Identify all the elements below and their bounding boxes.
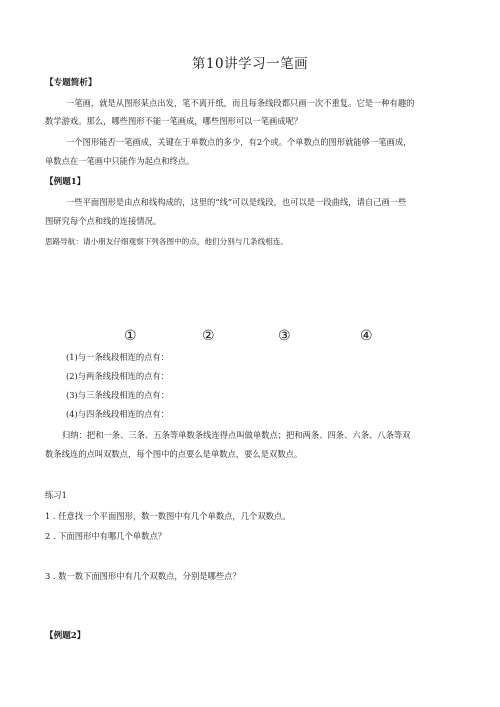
practice-1-item-2: 2 . 下面图形中有哪几个单数点？ xyxy=(45,531,167,541)
figure-label-1: ① xyxy=(124,328,137,344)
page-title: 第10讲学习一笔画 xyxy=(191,56,309,72)
analysis-paragraph-1-line-1: 一笔画，就是从图形某点出发，笔不离开纸，而且每条线段都只画一次不重复。它是一种有趣的 xyxy=(66,98,415,108)
question-2: (2)与两条线段相连的点有： xyxy=(66,371,170,381)
example-1-line-2: 图研究每个点和线的连接情况。 xyxy=(45,216,162,226)
analysis-paragraph-2-line-1: 一个图形能否一笔画成，关键在于单数点的多少，有2个或。个单数点的图形就能够一笔画成， xyxy=(66,137,412,147)
summary-line-2: 数条线连的点叫双数点，每个图中的点要么是单数点，要么是双数点。 xyxy=(45,449,303,459)
example-1-line-1: 一些平面图形是由点和线构成的，这里的“线”可以是线段，也可以是一段曲线，请自己画一些 xyxy=(66,197,407,207)
question-3: (3)与三条线段相连的点有： xyxy=(66,390,170,400)
example-1-heading: 【例题1】 xyxy=(45,177,86,187)
practice-1-item-1: 1 . 任意找一个平面图形，数一数图中有几个单数点，几个双数点。 xyxy=(45,511,291,521)
figure-label-2: ② xyxy=(202,328,215,344)
practice-1-item-3: 3 . 数一数下面图形中有几个双数点，分别是哪些点？ xyxy=(45,571,241,581)
example-2-heading: 【例题2】 xyxy=(45,631,86,641)
figure-labels xyxy=(0,328,500,346)
analysis-paragraph-2-line-2: 单数点在一笔画中只能作为起点和终点。 xyxy=(45,156,195,166)
figure-label-4: ④ xyxy=(360,328,373,344)
question-1: (1)与一条线段相连的点有： xyxy=(66,352,170,362)
question-4: (4)与四条线段相连的点有： xyxy=(66,409,170,419)
section-heading-analysis: 【专题简析】 xyxy=(45,78,97,88)
figure-label-3: ③ xyxy=(278,328,291,344)
example-1-hint: 思路导航：请小朋友仔细观察下列各图中的点，他们分别与几条线相连。 xyxy=(45,237,288,246)
analysis-paragraph-1-line-2: 数学游戏。那么，哪些图形不能一笔画成，哪些图形可以一笔画成呢？ xyxy=(45,116,303,126)
practice-1-heading: 练习1 xyxy=(45,490,67,500)
summary-line-1: 归纳：把和一条、三条、五条等单数条线连得点叫做单数点；把和两条、四条、六条、八条等双 xyxy=(62,430,411,440)
